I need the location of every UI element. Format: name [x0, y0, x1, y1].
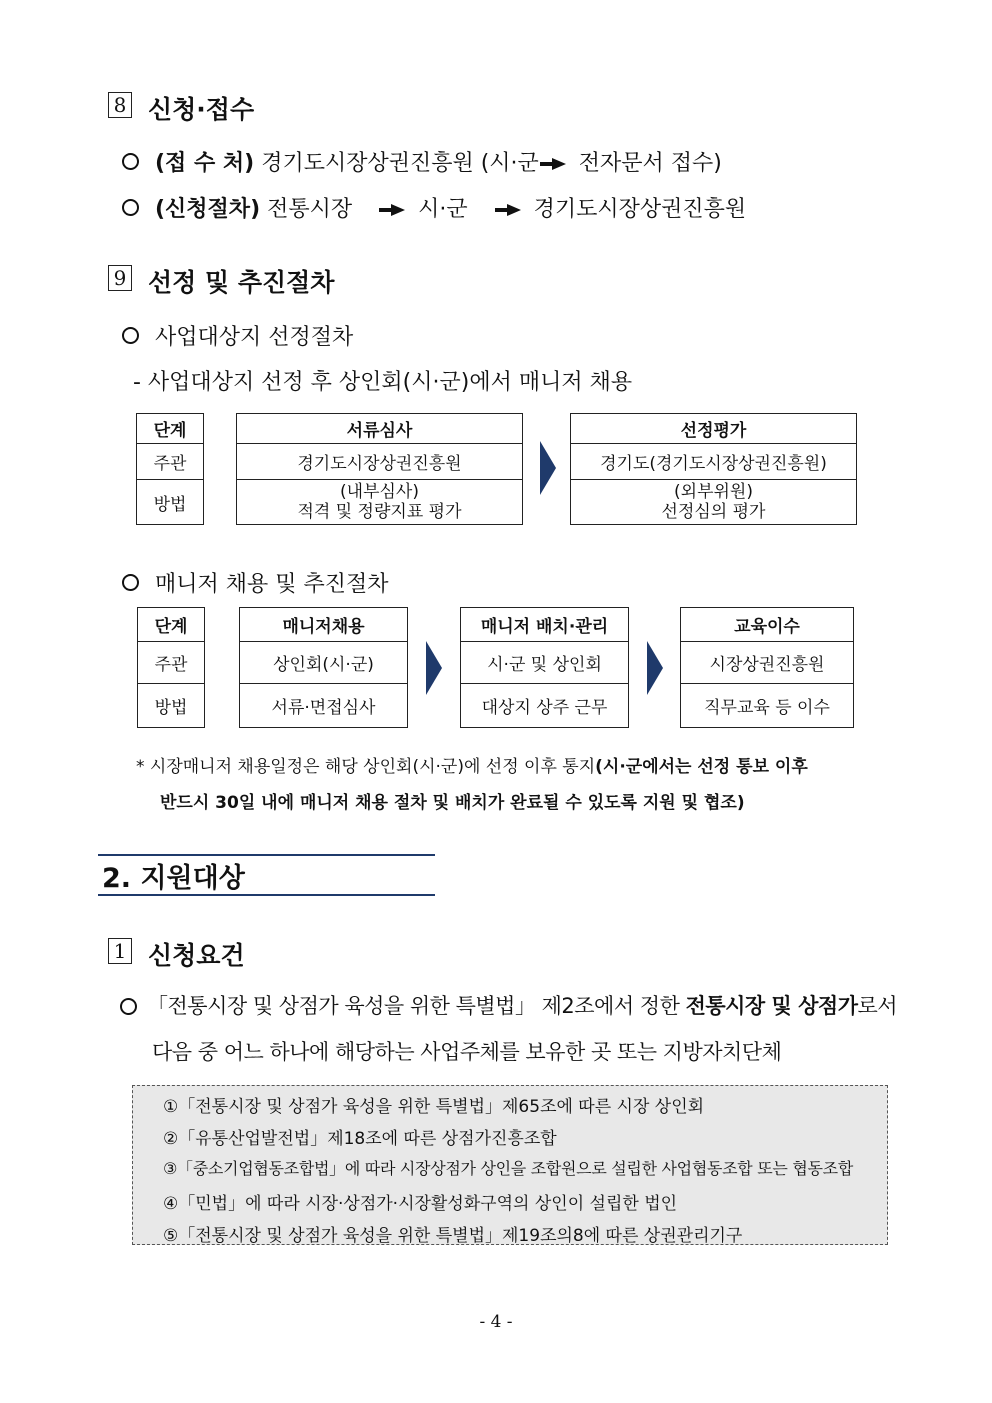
step-head: 서류심사	[237, 414, 523, 444]
step-method: 서류·면접심사	[240, 684, 408, 728]
circle-bullet-icon	[122, 199, 139, 216]
text: 로서	[857, 994, 898, 1018]
method-line: (외부위원)	[674, 482, 753, 502]
step-org: 경기도시장상권진흥원	[237, 444, 523, 480]
step-method: 직무교육 등 이수	[681, 684, 854, 728]
circle-bullet-icon	[120, 998, 137, 1015]
label-method: 방법	[138, 684, 205, 728]
requirement-item: ③「중소기업협동조합법」에 따라 시장상점가 상인을 조합원으로 설립한 사업협동조합 또는 협동조합	[163, 1159, 853, 1178]
step-document-review	[236, 413, 523, 525]
bullet-text: 매니저 채용 및 추진절차	[155, 572, 389, 597]
step-head: 교육이수	[681, 608, 854, 642]
label-stage: 단계	[137, 414, 204, 444]
text: 전자문서 접수)	[578, 151, 722, 176]
circle-bullet-icon	[122, 153, 139, 170]
label: (신청절차)	[155, 197, 261, 222]
circle-bullet-icon	[122, 574, 139, 591]
note-bold: (시·군에서는 선정 통보 이후	[595, 757, 808, 777]
method-line: 선정심의 평가	[661, 502, 766, 522]
step-training	[680, 607, 854, 728]
bold-text: 전통시장 및 상점가	[685, 994, 858, 1018]
dash-text: - 사업대상지 선정 후 상인회(시·군)에서 매니저 채용	[133, 370, 633, 395]
label-method: 방법	[137, 480, 204, 525]
note-bold: 반드시 30일 내에 매니저 채용 절차 및 배치가 완료될 수 있도록 지원 및 협조)	[160, 793, 745, 813]
label-stage: 단계	[138, 608, 205, 642]
note-line	[160, 788, 745, 813]
text: 전통시장	[267, 197, 353, 222]
circle-bullet-icon	[122, 327, 139, 344]
arrow-right-icon	[507, 204, 521, 216]
step-method: 대상지 상주 근무	[461, 684, 629, 728]
section-title: 신청·접수	[148, 95, 255, 124]
bullet-line	[155, 146, 722, 177]
chevron-right-icon	[540, 441, 556, 495]
section-title: 신청요건	[148, 941, 245, 970]
step-org: 시·군 및 상인회	[461, 642, 629, 684]
section-title: 선정 및 추진절차	[148, 268, 335, 297]
stage-label-column	[137, 607, 205, 728]
text: 시·군	[418, 197, 468, 222]
requirements-box	[132, 1085, 888, 1245]
bullet-line	[155, 192, 746, 223]
requirement-item: ②「유통산업발전법」제18조에 따른 상점가진흥조합	[163, 1129, 557, 1149]
chevron-right-icon	[426, 641, 442, 695]
step-org: 시장상권진흥원	[681, 642, 854, 684]
step-head: 선정평가	[571, 414, 857, 444]
text: 「전통시장 및 상점가 육성을 위한 특별법」 제2조에서 정한	[147, 994, 680, 1018]
method-line: (내부심사)	[340, 482, 419, 502]
bullet-line	[147, 990, 897, 1020]
text: 경기도시장상권진흥원 (시·군	[261, 151, 539, 176]
label-org: 주관	[137, 444, 204, 480]
chevron-right-icon	[647, 641, 663, 695]
chapter-title: 2. 지원대상	[102, 863, 245, 894]
bullet-text: 사업대상지 선정절차	[155, 325, 354, 350]
text: 경기도시장상권진흥원	[533, 197, 747, 222]
section-number-box: 1	[108, 938, 132, 964]
label: (접 수 처)	[155, 151, 255, 176]
page-number: - 4 -	[479, 1312, 513, 1332]
step-org: 경기도(경기도시장상권진흥원)	[571, 444, 857, 480]
arrow-right-icon	[552, 158, 566, 170]
stage-label-column	[136, 413, 204, 525]
step-manager-placement	[460, 607, 629, 728]
requirement-item: ④「민법」에 따라 시장·상점가·시장활성화구역의 상인이 설립한 법인	[163, 1194, 678, 1214]
requirement-item: ①「전통시장 및 상점가 육성을 위한 특별법」제65조에 따른 시장 상인회	[163, 1097, 705, 1117]
section-number-box: 8	[108, 92, 132, 118]
method-line: 적격 및 정량지표 평가	[297, 502, 462, 522]
note-text: * 시장매니저 채용일정은 해당 상인회(시·군)에 선정 이후 통지	[136, 757, 596, 777]
step-org: 상인회(시·군)	[240, 642, 408, 684]
arrow-right-icon	[391, 204, 405, 216]
requirement-item: ⑤「전통시장 및 상점가 육성을 위한 특별법」제19조의8에 따른 상권관리기구	[163, 1226, 743, 1246]
bullet-continuation: 다음 중 어느 하나에 해당하는 사업주체를 보유한 곳 또는 지방자치단체	[152, 1040, 782, 1064]
section-number-box: 9	[108, 265, 132, 291]
step-head: 매니저채용	[240, 608, 408, 642]
step-manager-hiring	[239, 607, 408, 728]
step-selection-eval	[570, 413, 857, 525]
step-method	[571, 480, 857, 525]
step-head: 매니저 배치·관리	[461, 608, 629, 642]
step-method	[237, 480, 523, 525]
note-line	[136, 752, 808, 777]
label-org: 주관	[138, 642, 205, 684]
